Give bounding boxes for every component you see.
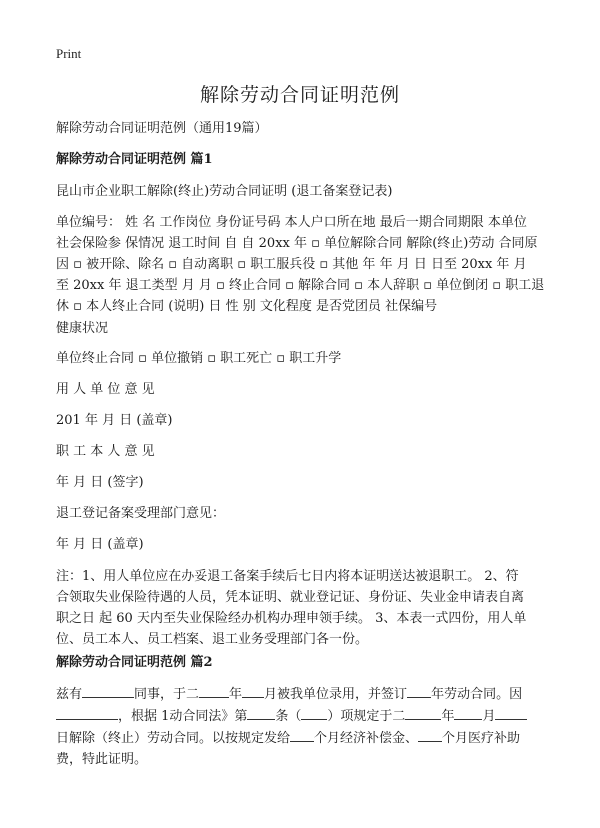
section-heading-1: 解除劳动合同证明范例 篇1 bbox=[56, 152, 213, 167]
notes-line: 注：1、用人单位应在办妥退工备案手续后七日内将本证明送达被退职工。 2、符 bbox=[56, 569, 519, 584]
certificate-text: 年 bbox=[441, 709, 455, 724]
page-title: 解除劳动合同证明范例 bbox=[199, 84, 400, 106]
blank-field bbox=[56, 705, 118, 720]
form-fields-line: 休 ▫ 本人终止合同 (说明) 日 性 别 文化程度 是否党团员 社保编号 bbox=[56, 299, 438, 314]
certificate-text: 月被我单位录用，并签订 bbox=[264, 687, 408, 702]
certificate-line bbox=[56, 683, 550, 705]
certificate-text: 个月经济补偿金、 bbox=[314, 731, 419, 746]
employer-opinion-label: 用 人 单 位 意 见 bbox=[56, 382, 155, 397]
notes-line: 合领取失业保险待遇的人员，凭本证明、就业登记证、身份证、失业金申请表自离 bbox=[56, 590, 525, 605]
blank-field bbox=[418, 727, 442, 742]
employer-date-line: 201 年 月 日 (盖章) bbox=[56, 413, 173, 428]
form-fields-line: 至 20xx 年 退工类型 月 月 ▫ 终止合同 ▫ 解除合同 ▫ 本人辞职 ▫ 单位倒闭 ▫ 职工退 bbox=[56, 278, 545, 293]
certificate-text: 同事，于二 bbox=[134, 687, 200, 702]
certificate-paragraph bbox=[56, 683, 550, 770]
certificate-text: 月 bbox=[482, 709, 496, 724]
certificate-text: 条（ bbox=[275, 709, 302, 724]
notes-line: 职之日 起 60 天内至失业保险经办机构办理申领手续。 3、本表一式四份，用人单 bbox=[56, 611, 527, 626]
blank-field bbox=[290, 727, 314, 742]
form-fields-line: 单位编号： 姓 名 工作岗位 身份证号码 本人户口所在地 最后一期合同期限 本单位 bbox=[56, 215, 527, 230]
form-fields-line: 社会保险参 保情况 退工时间 自 自 20xx 年 ▫ 单位解除合同 解除(终止)劳动 合同原 bbox=[56, 236, 538, 251]
certificate-text: 日解除（终止）劳动合同。以按规定发给 bbox=[56, 731, 291, 746]
form-fields-line: 因 ▫ 被开除、除名 ▫ 自动离职 ▫ 职工服兵役 ▫ 其他 年 年 月 日 日至 20xx 年 月 bbox=[56, 257, 527, 272]
blank-field bbox=[454, 705, 482, 720]
blank-field bbox=[407, 683, 431, 698]
blank-field bbox=[242, 683, 264, 698]
form-title: 昆山市企业职工解除(终止)劳动合同证明 (退工备案登记表) bbox=[56, 184, 393, 199]
employee-date-line: 年 月 日 (签字) bbox=[56, 475, 144, 490]
certificate-line bbox=[56, 705, 550, 727]
health-status-label: 健康状况 bbox=[56, 321, 109, 336]
blank-field bbox=[247, 705, 275, 720]
blank-field bbox=[405, 705, 441, 720]
employee-opinion-label: 职 工 本 人 意 见 bbox=[56, 444, 155, 459]
termination-reasons: 单位终止合同 ▫ 单位撤销 ▫ 职工死亡 ▫ 职工升学 bbox=[56, 351, 342, 366]
certificate-text: ，根据 1动合同法》第 bbox=[118, 709, 248, 724]
blank-field bbox=[495, 705, 527, 720]
certificate-line: 费，特此证明。 bbox=[56, 752, 148, 767]
certificate-text: 年劳动合同。因 bbox=[431, 687, 523, 702]
print-link[interactable]: Print bbox=[56, 46, 82, 61]
certificate-line bbox=[56, 727, 550, 749]
certificate-text: 兹有 bbox=[56, 687, 83, 702]
document-subtitle: 解除劳动合同证明范例（通用19篇） bbox=[56, 121, 268, 136]
section-heading-2: 解除劳动合同证明范例 篇2 bbox=[56, 655, 213, 670]
certificate-text: 个月医疗补助 bbox=[442, 731, 521, 746]
department-date-line: 年 月 日 (盖章) bbox=[56, 537, 144, 552]
blank-field bbox=[301, 705, 327, 720]
form-fields-paragraph bbox=[56, 212, 550, 317]
certificate-text: 年 bbox=[229, 687, 243, 702]
blank-field bbox=[199, 683, 229, 698]
certificate-text: ）项规定于二 bbox=[327, 709, 406, 724]
notes-paragraph bbox=[56, 566, 550, 650]
department-opinion-label: 退工登记备案受理部门意见： bbox=[56, 506, 226, 521]
blank-field bbox=[82, 683, 134, 698]
notes-line: 位、员工本人、员工档案、退工业务受理部门各一份。 bbox=[56, 632, 369, 647]
